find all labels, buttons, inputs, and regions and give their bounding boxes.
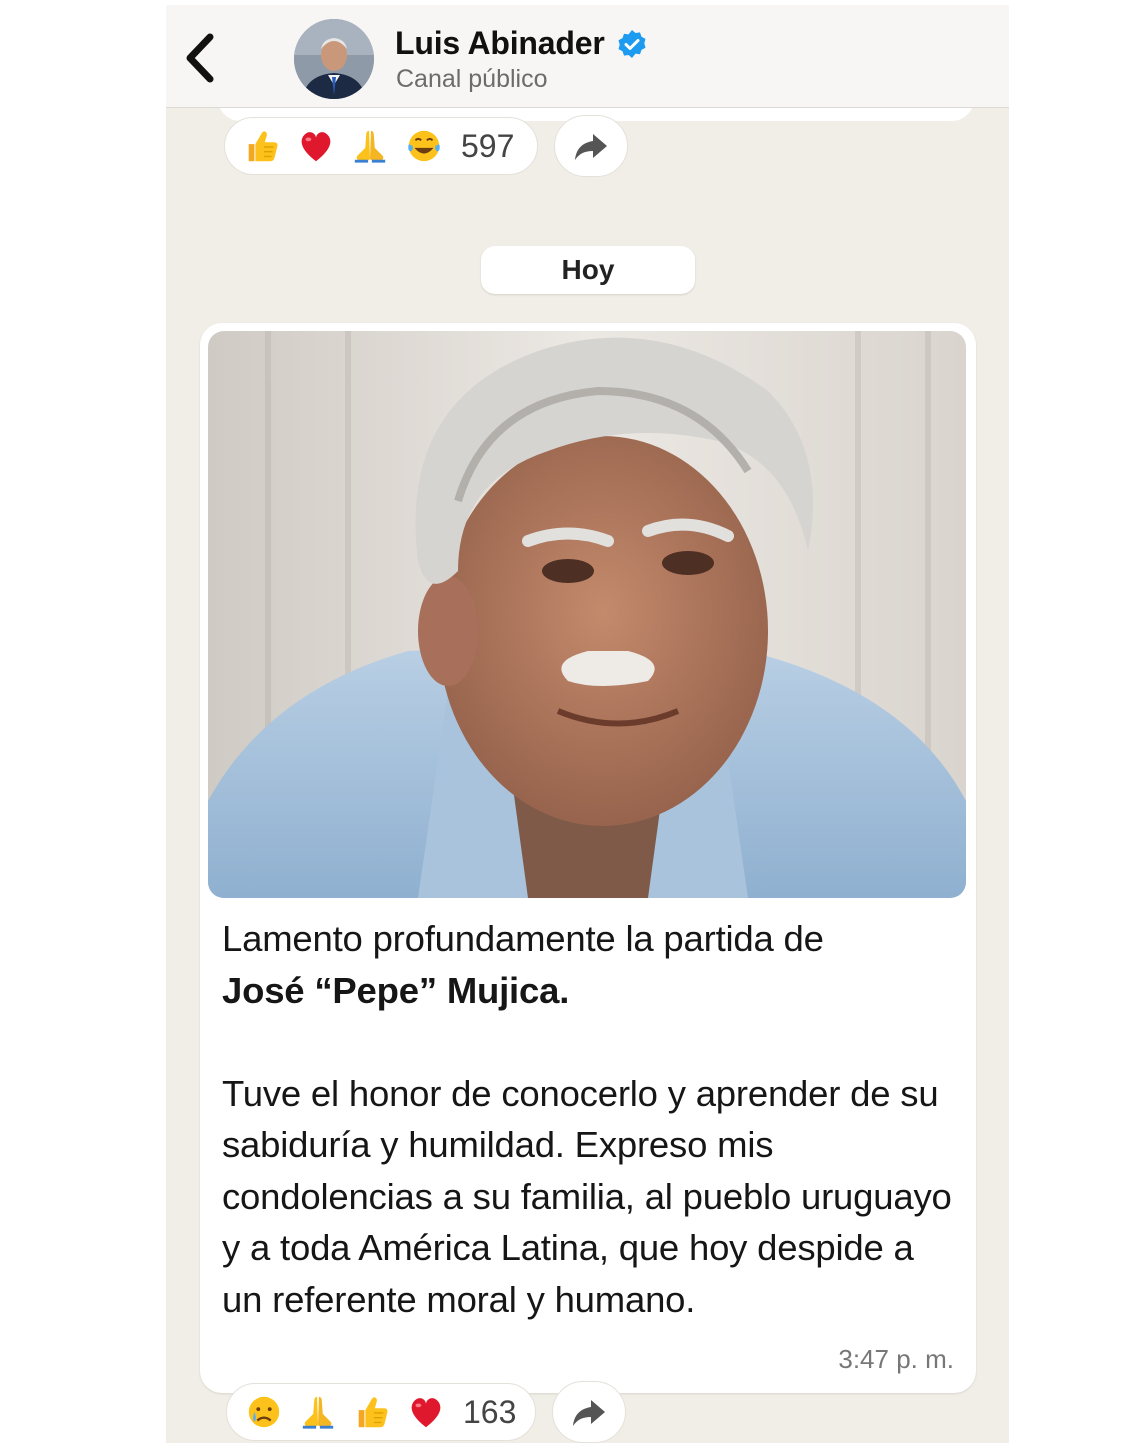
reaction-count: 163 [463, 1393, 517, 1430]
channel-title-row[interactable] [395, 25, 647, 62]
reaction-count: 597 [461, 127, 515, 164]
reactions-bar-previous[interactable] [224, 117, 538, 175]
date-separator: Hoy [481, 246, 695, 294]
portrait-photo [208, 331, 966, 898]
share-arrow-icon [569, 1392, 609, 1432]
tears-of-joy-icon [405, 127, 443, 165]
post-photo[interactable] [208, 331, 966, 898]
post-text [222, 913, 962, 1325]
verified-check-icon [617, 29, 647, 59]
back-chevron-icon [178, 29, 228, 87]
crying-face-icon [245, 1393, 283, 1431]
back-button[interactable] [178, 29, 228, 87]
channel-avatar[interactable] [294, 19, 374, 99]
post-name: José “Pepe” Mujica [222, 969, 560, 1011]
post-paragraph: Tuve el honor de conocerlo y aprender de su sabiduría y humildad. Expreso mis condolencias a su familia, al pueblo uruguayo y a toda América Latina, que hoy despide a un referente moral y humano. [222, 1072, 952, 1320]
share-button[interactable] [554, 115, 628, 177]
thumbs-up-icon [353, 1393, 391, 1431]
channel-subtitle: Canal público [396, 65, 548, 93]
channel-header [166, 5, 1009, 108]
chat-screen [166, 5, 1009, 1443]
avatar-portrait [294, 19, 374, 99]
post-line1: Lamento profundamente la partida de [222, 918, 824, 959]
red-heart-icon [297, 127, 335, 165]
share-button[interactable] [552, 1381, 626, 1443]
message-timestamp: 3:47 p. m. [838, 1344, 954, 1374]
thumbs-up-icon [243, 127, 281, 165]
folded-hands-icon [351, 127, 389, 165]
reactions-bar[interactable] [226, 1383, 536, 1441]
post-line2-end: . [559, 969, 570, 1011]
share-arrow-icon [571, 126, 611, 166]
channel-name: Luis Abinader [395, 25, 605, 61]
red-heart-icon [407, 1393, 445, 1431]
folded-hands-icon [299, 1393, 337, 1431]
channel-post [200, 323, 976, 1393]
